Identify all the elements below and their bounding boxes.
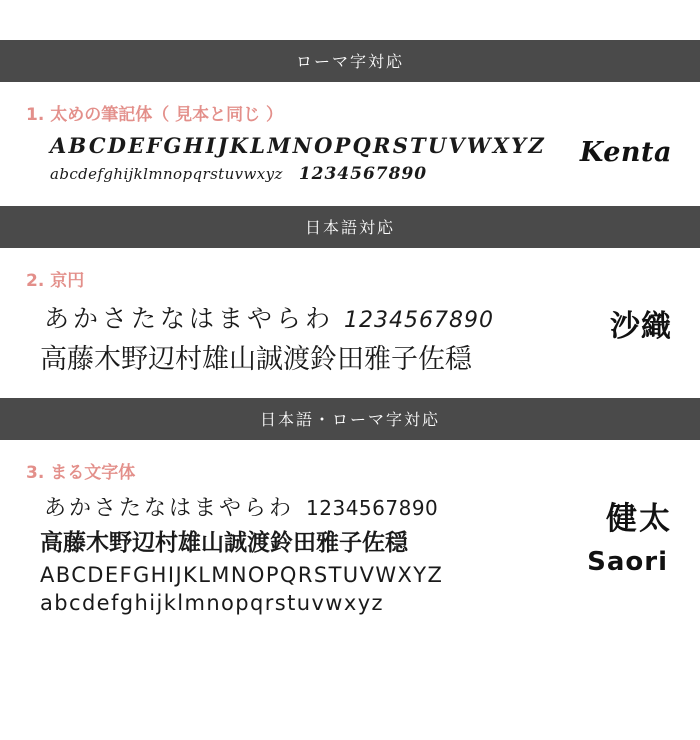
section-2-title: 2. 京円 bbox=[26, 271, 85, 291]
section-3-sample bbox=[18, 491, 682, 615]
section-3-lowercase: abcdefghijklmnopqrstuvwxyz bbox=[40, 591, 384, 615]
section-1-digits: 1234567890 bbox=[298, 164, 428, 184]
section-2-kanji: 高藤木野辺村雄山誠渡鈴田雅子佐穏 bbox=[40, 344, 472, 375]
section-2 bbox=[0, 266, 700, 398]
section-2-kana-row bbox=[44, 299, 682, 335]
section-1-sample bbox=[18, 133, 682, 184]
section-1-title: 1. 太めの筆記体（ 見本と同じ ） bbox=[26, 105, 284, 125]
section-3-kana-row bbox=[44, 491, 682, 522]
section-3-uppercase: ABCDEFGHIJKLMNOPQRSTUVWXYZ bbox=[40, 563, 444, 587]
section-1 bbox=[0, 100, 700, 206]
section-3-title: 3. まる文字体 bbox=[26, 463, 136, 483]
section-3-sample-name-jp: 健太 bbox=[606, 501, 672, 537]
band-japanese: 日本語対応 bbox=[0, 206, 700, 248]
section-1-uppercase: ABCDEFGHIJKLMNOPQRSTUVWXYZ bbox=[50, 133, 546, 158]
section-3-digits: 1234567890 bbox=[306, 496, 439, 520]
section-2-kana: あかさたなはまやらわ bbox=[44, 304, 335, 333]
band-romaji: ローマ字対応 bbox=[0, 40, 700, 82]
section-3 bbox=[0, 458, 700, 615]
section-3-kanji: 高藤木野辺村雄山誠渡鈴田雅子佐穏 bbox=[40, 530, 408, 556]
font-sample-sheet bbox=[0, 40, 700, 740]
section-3-sample-name-en: Saori bbox=[587, 547, 668, 577]
section-1-lowercase: abcdefghijklmnopqrstuvwxyz bbox=[50, 165, 283, 183]
band-japanese-romaji: 日本語・ローマ字対応 bbox=[0, 398, 700, 440]
section-2-sample-name: 沙織 bbox=[610, 309, 672, 344]
section-2-sample bbox=[18, 299, 682, 376]
section-3-kana: あかさたなはまやらわ bbox=[44, 496, 295, 521]
section-1-sample-name: Kenta bbox=[579, 137, 672, 168]
section-2-digits: 1234567890 bbox=[344, 308, 494, 333]
